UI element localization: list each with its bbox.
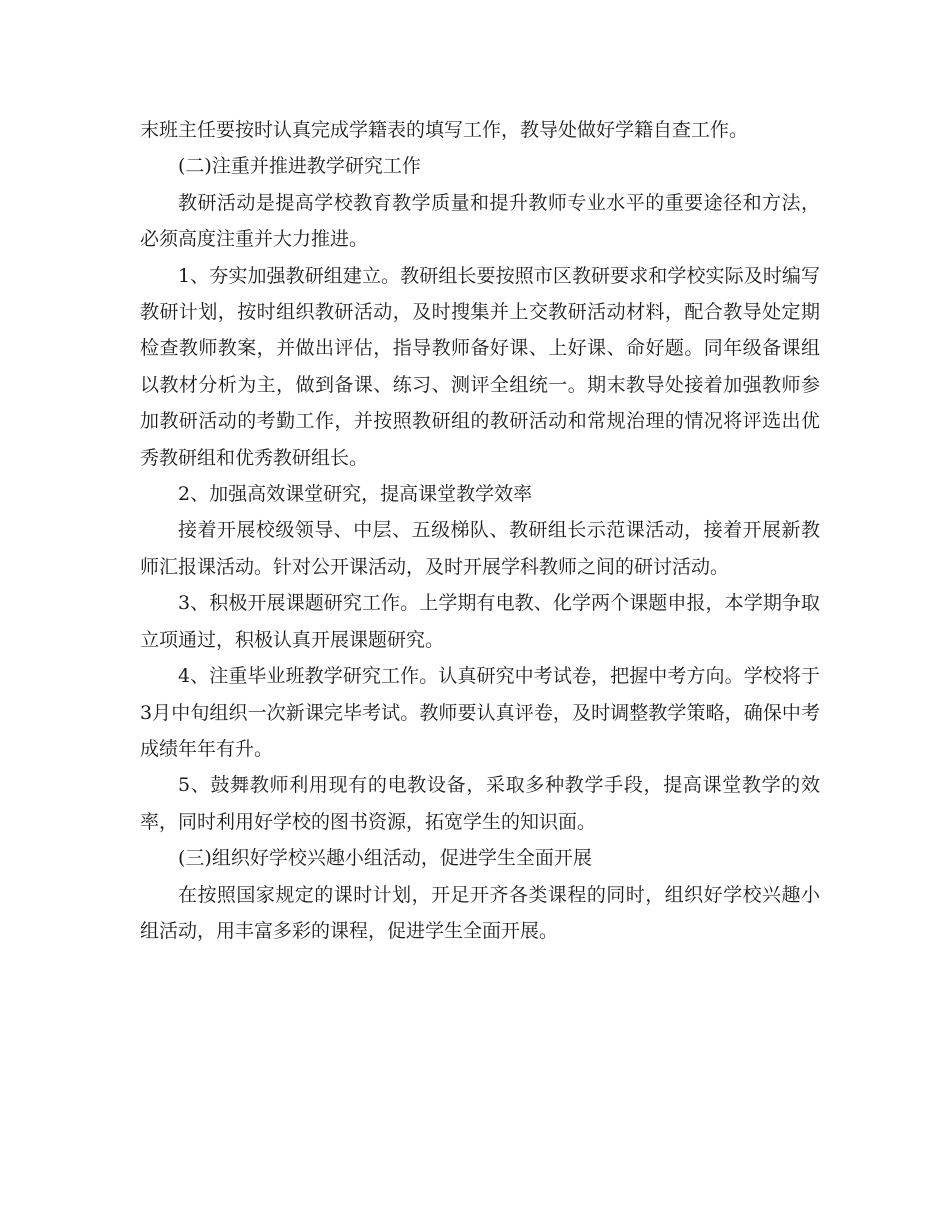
- list-item-5: 5、鼓舞教师利用现有的电教设备，采取多种教学手段，提高课堂教学的效率，同时利用好学校的图书资源，拓宽学生的知识面。: [140, 774, 820, 833]
- list-item-1: 1、夯实加强教研组建立。教研组长要按照市区教研要求和学校实际及时编写教研计划，按时组织教研活动，及时搜集并上交教研活动材料，配合教导处定期检查教师教案，并做出评估，指导教师备好课、上好课、命好题。同年级备课组以教材分析为主，做到备课、练习、测评全组统一。期末教导处接着加强教师参加教研活动的考勤工作，并按照教研组的教研活动和常规治理的情况将评选出优秀教研组和优秀教研组长。: [140, 264, 820, 469]
- section-heading-3: (三)组织好学校兴趣小组活动，促进学生全面开展: [178, 847, 592, 870]
- paragraph: 接着开展校级领导、中层、五级梯队、教研组长示范课活动，接着开展新教师汇报课活动。针对公开课活动，及时开展学科教师之间的研讨活动。: [140, 519, 820, 578]
- paragraph: 在按照国家规定的课时计划，开足开齐各类课程的同时，组织好学校兴趣小组活动，用丰富多彩的课程，促进学生全面开展。: [140, 883, 820, 942]
- document-body: [140, 112, 820, 949]
- paragraph-continuation: 末班主任要按时认真完成学籍表的填写工作，教导处做好学籍自查工作。: [140, 119, 749, 141]
- list-item-3: 3、积极开展课题研究工作。上学期有电教、化学两个课题申报，本学期争取立项通过，积极认真开展课题研究。: [140, 592, 820, 651]
- section-heading-2: (二)注重并推进教学研究工作: [178, 155, 421, 178]
- paragraph: 教研活动是提高学校教育教学质量和提升教师专业水平的重要途径和方法，必须高度注重并大力推进。: [140, 191, 820, 251]
- list-item-4: 4、注重毕业班教学研究工作。认真研究中考试卷，把握中考方向。学校将于3月中旬组织一次新课完毕考试。教师要认真评卷，及时调整教学策略，确保中考成绩年年有升。: [140, 665, 820, 760]
- list-item-2-heading: 2、加强高效课堂研究，提高课堂教学效率: [178, 483, 533, 506]
